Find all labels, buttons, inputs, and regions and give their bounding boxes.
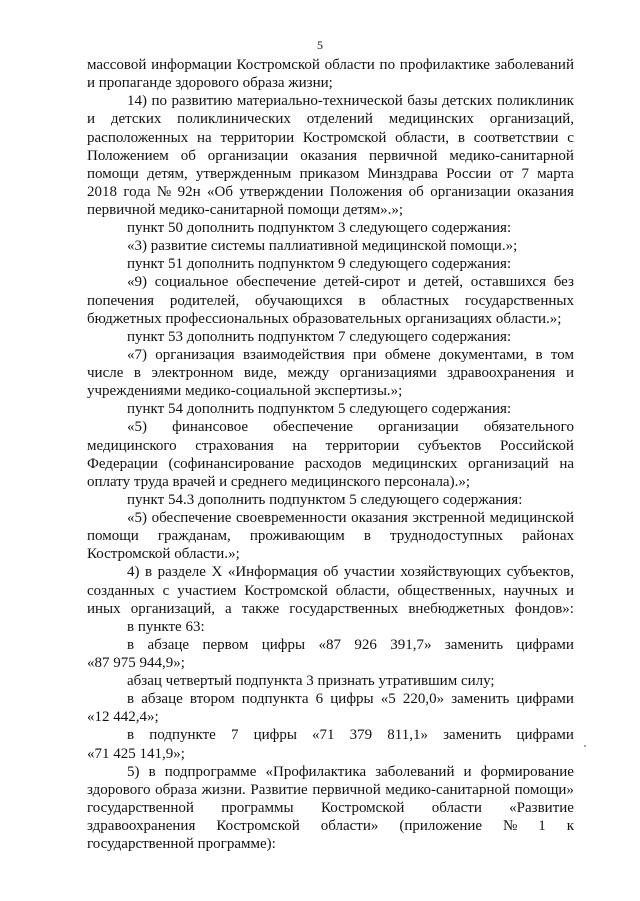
word: «Информация xyxy=(227,564,318,581)
word: Положением xyxy=(87,147,169,164)
word: обязательного xyxy=(483,419,574,436)
word: Российской xyxy=(500,437,574,454)
word: «Развитие xyxy=(509,799,574,816)
word: жизни. xyxy=(201,781,246,798)
word: № xyxy=(156,183,172,200)
word: и xyxy=(408,274,417,291)
word: иных xyxy=(87,600,121,617)
word: попечения xyxy=(87,292,154,309)
word: об xyxy=(323,564,339,581)
word: заменить xyxy=(444,636,504,653)
word: при xyxy=(353,346,377,363)
word: обучающихся xyxy=(255,292,343,309)
text-line xyxy=(87,437,574,455)
text-line xyxy=(127,92,574,110)
text-line: пункт 53 дополнить подпунктом 7 следующего содержания: xyxy=(127,328,512,345)
text-line: Костромской области.»; xyxy=(87,546,240,563)
word: поликлинических xyxy=(177,111,291,128)
word: гражданам, xyxy=(157,528,231,545)
text-line xyxy=(87,582,574,600)
text-line: пункт 54 дополнить подпунктом 5 следующего содержания: xyxy=(127,401,512,418)
word: организация xyxy=(155,346,235,363)
text-line xyxy=(127,273,574,291)
word: абзаце xyxy=(141,691,183,708)
word: медицинских xyxy=(388,111,474,128)
word: заболеваний xyxy=(375,763,455,780)
word: помощи» xyxy=(514,781,574,798)
word: организации xyxy=(430,183,511,200)
word: X xyxy=(211,564,223,581)
word: 4) xyxy=(127,564,140,581)
text-line: бюджетных профессиональных образовательных организациях области.»; xyxy=(87,310,562,327)
scan-speck xyxy=(584,745,586,747)
word: с xyxy=(162,582,170,599)
word: и xyxy=(87,111,96,128)
text-line: пункт 51 дополнить подпунктом 9 следующего содержания: xyxy=(127,256,512,273)
word: «5 xyxy=(380,691,396,708)
word: подпункта xyxy=(241,691,309,708)
word: 1 xyxy=(538,818,546,834)
text-line: «71 425 141,9»; xyxy=(87,745,185,762)
word: «9) xyxy=(127,274,147,291)
text-line xyxy=(87,455,574,473)
word: взаимодействия xyxy=(242,346,345,363)
word: расходов xyxy=(304,455,362,472)
text-line xyxy=(127,346,574,364)
word: цифры xyxy=(330,691,374,708)
word: между xyxy=(287,365,330,381)
text-line: «12 442,4»; xyxy=(87,709,159,726)
text-line xyxy=(87,183,574,201)
text-line xyxy=(87,292,574,310)
word: оставшихся xyxy=(470,274,546,291)
word: цифрами xyxy=(516,727,574,744)
word: здорового xyxy=(87,781,151,798)
word: организации xyxy=(378,419,459,436)
word: заболеваний xyxy=(494,57,574,73)
word: подпрограмме xyxy=(164,763,257,780)
word: Федерации xyxy=(87,455,158,472)
word: в xyxy=(457,129,465,146)
word: обеспечение xyxy=(273,419,354,436)
word: абзаце xyxy=(147,636,190,653)
word: субъектов, xyxy=(506,564,574,581)
word: организации xyxy=(207,147,289,164)
word: том xyxy=(550,346,574,363)
word: 391,7» xyxy=(390,636,432,653)
text-line xyxy=(127,563,574,581)
word: в xyxy=(127,636,135,653)
word: документами, xyxy=(438,346,528,363)
word: «7) xyxy=(127,346,147,363)
word: без xyxy=(553,274,574,291)
word: районах xyxy=(522,528,574,545)
text-line xyxy=(87,799,574,817)
word: цифрами xyxy=(516,636,574,653)
word: Развитие xyxy=(250,781,308,798)
word: утвержденным xyxy=(195,165,292,182)
word: области, xyxy=(335,582,390,599)
word: общественных, xyxy=(397,582,496,599)
word: Костромской xyxy=(236,57,320,73)
text-line xyxy=(87,817,574,835)
word: области, xyxy=(395,129,450,146)
word: финансовое xyxy=(172,419,249,436)
word: оказания xyxy=(517,183,574,200)
word: об xyxy=(180,147,196,164)
word: от xyxy=(499,165,514,182)
text-line xyxy=(87,781,574,799)
word: в xyxy=(535,346,543,363)
text-line xyxy=(87,129,574,147)
word: 7 xyxy=(521,165,529,182)
word: медицинского xyxy=(87,437,177,454)
text-line xyxy=(87,165,574,183)
word: а xyxy=(225,600,232,617)
word: «5) xyxy=(127,419,147,436)
word: разделе xyxy=(157,564,206,581)
text-line xyxy=(127,726,574,744)
word: 92н xyxy=(177,183,201,200)
word: Минздрава xyxy=(367,165,438,182)
text-line: оплату труда врачей и среднего медицинского персонала).»; xyxy=(87,473,471,490)
word: территории xyxy=(325,437,400,454)
word: своевременности xyxy=(236,510,347,526)
word: 220,0» xyxy=(402,691,445,708)
word: в xyxy=(127,691,135,708)
word: Положения xyxy=(329,183,403,200)
word: Костромской xyxy=(216,818,300,834)
word: области xyxy=(431,799,482,816)
word: по xyxy=(151,93,167,110)
word: детям, xyxy=(146,165,188,182)
word: России xyxy=(446,165,492,182)
word: 2018 xyxy=(87,183,117,200)
word: 6 xyxy=(315,691,324,708)
word: родителей, xyxy=(169,292,240,309)
word: в xyxy=(358,292,366,309)
word: марта xyxy=(537,165,574,182)
word: области» xyxy=(320,818,379,834)
word: детей, xyxy=(423,274,464,291)
word: обеспечение xyxy=(236,274,316,291)
word: числе xyxy=(87,365,124,381)
word: и xyxy=(463,763,472,780)
text-line: пункт 54.3 дополнить подпунктом 5 следующего содержания: xyxy=(127,491,523,508)
word: хозяйствующих xyxy=(400,564,502,581)
word: и xyxy=(565,365,574,381)
word: базы xyxy=(407,93,438,110)
word: организаций xyxy=(468,455,549,472)
word: 379 xyxy=(349,727,373,744)
text-line xyxy=(87,147,574,165)
text-line: учреждениями медико-социальной экспертизы.»; xyxy=(87,383,403,400)
word: оказания xyxy=(300,147,358,164)
word: в xyxy=(127,727,135,744)
word: 926 xyxy=(354,636,377,653)
word: государственных xyxy=(465,292,574,309)
word: страхования xyxy=(195,437,274,454)
word: первом xyxy=(202,636,249,653)
word: поликлиник xyxy=(496,93,574,110)
word: 14) xyxy=(127,93,147,110)
word: на xyxy=(292,437,308,454)
word: здравоохранения xyxy=(447,365,556,381)
word: помощи xyxy=(87,528,139,545)
word: втором xyxy=(189,691,235,708)
word: об xyxy=(408,183,424,200)
word: медико-санитарной xyxy=(385,781,510,798)
word: в xyxy=(363,528,371,545)
word: «71 xyxy=(312,727,335,744)
word: организаций, xyxy=(489,111,574,128)
word: и xyxy=(565,582,574,599)
word: области xyxy=(324,57,375,73)
word: внебюджетных xyxy=(408,600,505,617)
text-line: в пункте 63: xyxy=(127,618,205,635)
word: в xyxy=(145,564,153,581)
word: медицинских xyxy=(372,455,458,472)
word: развитию xyxy=(171,93,233,110)
word: созданных xyxy=(87,582,155,599)
word: (софинансирование xyxy=(168,455,295,472)
page-number: 5 xyxy=(317,38,323,52)
word: на xyxy=(197,129,212,146)
word: расположенных xyxy=(87,129,189,146)
word: «5) xyxy=(127,510,147,526)
word: на xyxy=(559,455,574,472)
word: «Об xyxy=(207,183,234,200)
word: оказания xyxy=(351,510,408,526)
word: государственных xyxy=(289,600,399,617)
word: № xyxy=(502,818,518,834)
word: организациями xyxy=(339,365,437,381)
word: государственной xyxy=(87,799,194,816)
word: утверждении xyxy=(239,183,324,200)
text-line xyxy=(87,527,574,545)
word: территории xyxy=(220,129,295,146)
word: программы xyxy=(221,799,294,816)
word: здравоохранения xyxy=(87,818,196,834)
word: 811,1» xyxy=(387,727,428,744)
word: первичной xyxy=(368,147,438,164)
word: детских xyxy=(110,111,162,128)
word: проживающим xyxy=(249,528,345,545)
word: года xyxy=(123,183,151,200)
word: массовой xyxy=(87,57,147,73)
word: организаций, xyxy=(130,600,215,617)
text-line xyxy=(127,763,574,781)
text-line xyxy=(87,56,574,74)
word: Костромской xyxy=(320,799,405,816)
word: приказом xyxy=(299,165,360,182)
word: цифры xyxy=(261,636,306,653)
word: к xyxy=(566,818,574,834)
text-line: государственной программе): xyxy=(87,836,276,853)
word: профилактике xyxy=(399,57,490,73)
word: медицинской xyxy=(489,510,574,526)
word: Костромской xyxy=(244,582,328,599)
word: помощи xyxy=(87,165,139,182)
word: цифры xyxy=(253,727,297,744)
text-line xyxy=(127,418,574,436)
word: труднодоступных xyxy=(390,528,504,545)
word: научных xyxy=(503,582,559,599)
word: информации xyxy=(151,57,232,73)
text-line xyxy=(87,600,574,618)
word: социальное xyxy=(154,274,229,291)
word: медико-санитарной xyxy=(449,147,574,164)
word: Костромской xyxy=(302,129,387,146)
word: обмене xyxy=(384,346,431,363)
word: цифрами xyxy=(516,691,574,708)
word: участием xyxy=(177,582,237,599)
text-line xyxy=(87,110,574,128)
word: 5) xyxy=(127,763,140,780)
word: электронном xyxy=(151,365,234,381)
word: экстренной xyxy=(412,510,485,526)
text-line: «3) развитие системы паллиативной медицинской помощи.»; xyxy=(127,238,518,255)
word: формирование xyxy=(480,763,574,780)
word: соответствии xyxy=(473,129,559,146)
word: виде, xyxy=(243,365,278,381)
word: «Профилактика xyxy=(265,763,367,780)
word: первичной xyxy=(312,781,381,798)
text-line: «87 975 944,9»; xyxy=(87,655,185,671)
text-line xyxy=(127,636,574,654)
word: участии xyxy=(343,564,395,581)
word: (приложение xyxy=(399,818,483,834)
word: с xyxy=(567,129,574,146)
text-line xyxy=(127,690,574,708)
word: детей-сирот xyxy=(323,274,401,291)
word: областных xyxy=(381,292,450,309)
word: образа xyxy=(155,781,198,798)
word: субъектов xyxy=(417,437,482,454)
word: в xyxy=(148,763,156,780)
text-line xyxy=(87,364,574,382)
word: заменить xyxy=(451,691,510,708)
word: обеспечение xyxy=(151,510,232,526)
word: также xyxy=(241,600,280,617)
word: «87 xyxy=(318,636,341,653)
word: отделений xyxy=(306,111,373,128)
text-line: пункт 50 дополнить подпунктом 3 следующего содержания: xyxy=(127,220,512,237)
word: по xyxy=(379,57,396,73)
text-line: и пропаганде здорового образа жизни; xyxy=(87,75,333,92)
word: в xyxy=(133,365,141,381)
text-line: первичной медико-санитарной помощи детям».»; xyxy=(87,202,404,218)
word: заменить xyxy=(443,727,502,744)
word: подпункте xyxy=(149,727,216,744)
word: фондов»: xyxy=(514,600,574,617)
word: детских xyxy=(441,93,493,110)
text-line: абзац четвертый подпункта 3 признать утратившим силу; xyxy=(127,673,495,690)
text-line xyxy=(127,509,574,527)
word: 7 xyxy=(230,727,239,744)
word: материально-технической xyxy=(236,93,403,110)
